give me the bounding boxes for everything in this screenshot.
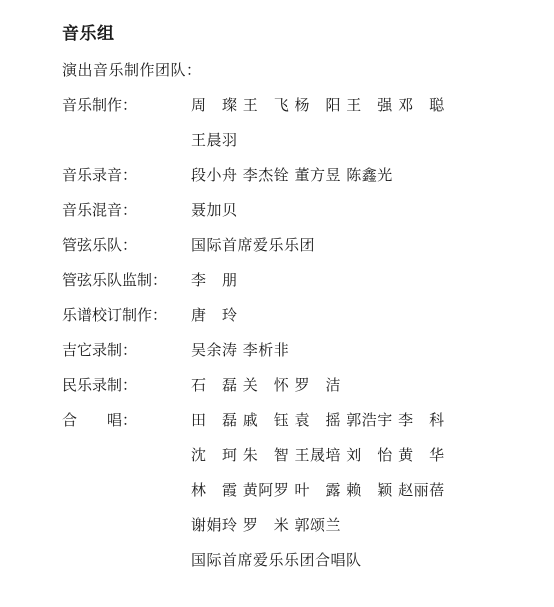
names-block — [191, 93, 501, 152]
name-line: 谢娟玲 罗 米 郭颂兰 — [191, 516, 342, 534]
name-line: 李 朋 — [191, 271, 238, 289]
names-block — [191, 338, 501, 362]
name-line: 国际首席爱乐乐团 — [191, 236, 316, 254]
role-label: 音乐混音： — [62, 201, 138, 219]
section-subtitle: 演出音乐制作团队： — [62, 61, 202, 79]
names-block — [191, 303, 501, 327]
credit-row-chorus — [62, 408, 522, 572]
name-line: 田 磊 戚 钰 袁 摇 郭浩宇 李 科 — [191, 411, 445, 429]
name-line: 吴余涛 李析非 — [191, 341, 290, 359]
section-title: 音乐组 — [62, 24, 115, 44]
credits-document — [62, 22, 522, 583]
names-block — [191, 268, 501, 292]
role-label: 音乐制作： — [62, 96, 138, 114]
names-block — [191, 198, 501, 222]
names-block — [191, 163, 501, 187]
role-label: 合 唱： — [62, 411, 138, 429]
credit-row-music-production — [62, 93, 522, 152]
credit-row-orchestra-supervisor — [62, 268, 522, 292]
role-label: 管弦乐队监制： — [62, 271, 168, 289]
credit-row-folk-recording — [62, 373, 522, 397]
names-block — [191, 373, 501, 397]
credit-row-guitar-recording — [62, 338, 522, 362]
credit-row-orchestra — [62, 233, 522, 257]
role-label: 音乐录音： — [62, 166, 138, 184]
name-line: 周 璨 王 飞 杨 阳 王 强 邓 聪 — [191, 96, 445, 114]
name-line: 段小舟 李杰铨 董方昱 陈鑫光 — [191, 166, 393, 184]
name-line: 国际首席爱乐乐团合唱队 — [191, 551, 362, 569]
name-line: 沈 珂 朱 智 王晟培 刘 怡 黄 华 — [191, 446, 445, 464]
credit-row-music-mixing — [62, 198, 522, 222]
role-label: 管弦乐队： — [62, 236, 138, 254]
names-block — [191, 233, 501, 257]
role-label: 乐谱校订制作： — [62, 306, 168, 324]
name-line: 王晨羽 — [191, 131, 238, 149]
credit-row-score-editing — [62, 303, 522, 327]
name-line: 聂加贝 — [191, 201, 238, 219]
names-block — [191, 408, 501, 572]
name-line: 林 霞 黄阿罗 叶 露 赖 颖 赵丽蓓 — [191, 481, 445, 499]
name-line: 石 磊 关 怀 罗 洁 — [191, 376, 342, 394]
role-label: 民乐录制： — [62, 376, 138, 394]
credit-row-music-recording — [62, 163, 522, 187]
name-line: 唐 玲 — [191, 306, 238, 324]
role-label: 吉它录制： — [62, 341, 138, 359]
